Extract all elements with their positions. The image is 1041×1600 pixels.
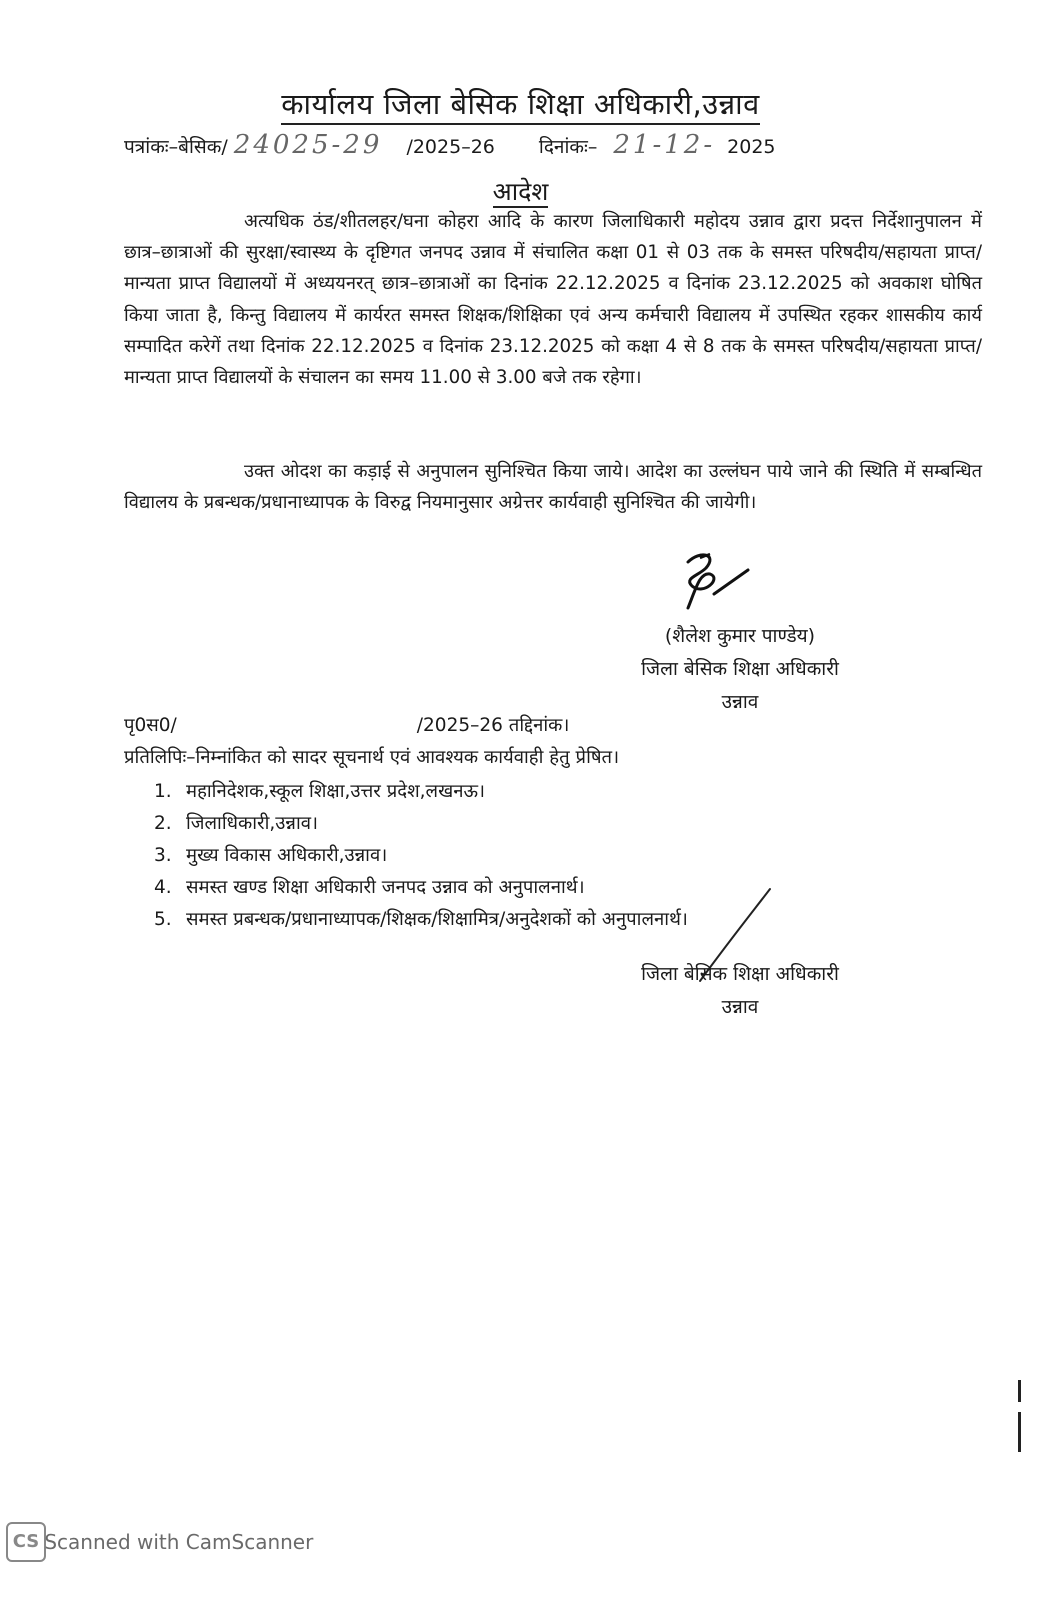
reference-line bbox=[124, 130, 776, 160]
letter-prefix: पत्रांकः–बेसिक/ bbox=[124, 136, 228, 158]
endorsement-prefix: पृ0स0/ bbox=[124, 715, 177, 736]
order-heading: आदेश bbox=[492, 177, 549, 206]
signatory-designation: जिला बेसिक शिक्षा अधिकारी bbox=[641, 658, 839, 680]
signatory-place: उन्नाव bbox=[721, 691, 759, 713]
list-item: 2. जिलाधिकारी,उन्नाव। bbox=[154, 813, 319, 834]
recipient-list bbox=[154, 776, 688, 936]
letter-number-handwritten: 24025-29 bbox=[233, 130, 383, 160]
list-item: 5. समस्त प्रबन्धक/प्रधानाध्यापक/शिक्षक/शिक्षामित्र/अनुदेशकों को अनुपालनार्थ। bbox=[154, 909, 688, 930]
endorsement-suffix: /2025–26 तद्दिनांक। bbox=[416, 715, 570, 736]
scan-edge-mark bbox=[1018, 1380, 1021, 1402]
scan-edge-mark bbox=[1018, 1412, 1021, 1452]
date-handwritten: 21-12- bbox=[613, 130, 716, 160]
handwritten-signature bbox=[670, 548, 760, 620]
scanner-watermark: Scanned with CamScanner bbox=[44, 1530, 314, 1554]
office-title: कार्यालय जिला बेसिक शिक्षा अधिकारी,उन्नाव bbox=[0, 84, 1041, 123]
signatory-place-2: उन्नाव bbox=[721, 996, 759, 1018]
signatory-designation-2: जिला बेसिक शिक्षा अधिकारी bbox=[641, 963, 839, 985]
camscanner-logo-icon: CS bbox=[6, 1522, 46, 1562]
list-item: 3. मुख्य विकास अधिकारी,उन्नाव। bbox=[154, 845, 388, 866]
session: /2025–26 bbox=[406, 136, 495, 158]
date-label: दिनांकः– bbox=[538, 136, 598, 158]
order-paragraph-2: उक्त ओदश का कड़ाई से अनुपालन सुनिश्चित किया जाये। आदेश का उल्लंघन पाये जाने की स्थिति में सम्बन्धित विद्यालय के प्रबन्धक/प्रधानाध्यापक के विरुद्व नियमानुसार अग्रेत्तर कार्यवाही सुनिश्चित की जायेगी। bbox=[124, 461, 982, 514]
endorsement-line bbox=[124, 712, 569, 737]
list-item: 1. महानिदेशक,स्कूल शिक्षा,उत्तर प्रदेश,लखनऊ। bbox=[154, 781, 486, 802]
list-item: 4. समस्त खण्ड शिक्षा अधिकारी जनपद उन्नाव को अनुपालनार्थ। bbox=[154, 877, 585, 898]
copy-heading: प्रतिलिपिः–निम्नांकित को सादर सूचनार्थ एवं आवश्यक कार्यवाही हेतु प्रेषित। bbox=[124, 747, 620, 768]
signature-block bbox=[560, 620, 920, 719]
signature-block-2 bbox=[560, 958, 920, 1024]
signatory-name: (शैलेश कुमार पाण्डेय) bbox=[664, 625, 816, 647]
order-paragraph-1: अत्यधिक ठंड/शीतलहर/घना कोहरा आदि के कारण जिलाधिकारी महोदय उन्नाव द्वारा प्रदत्त निर्देशानुपालन में छात्र–छात्राओं की सुरक्षा/स्वास्थ्य के दृष्टिगत जनपद उन्नाव में संचालित कक्षा 01 से 03 तक के समस्त परिषदीय/सहायता प्राप्त/ मान्यता प्राप्त विद्यालयों में अध्ययनरत् छात्र–छात्राओं का दिनांक 22.12.2025 व दिनांक 23.12.2025 को अवकाश घोषित किया जाता है, किन्तु विद्यालय में कार्यरत समस्त शिक्षक/शिक्षिका एवं अन्य कर्मचारी विद्यालय में उपस्थित रहकर शासकीय कार्य सम्पादित करेगें तथा दिनांक 22.12.2025 व दिनांक 23.12.2025 को कक्षा 4 से 8 तक के समस्त परिषदीय/सहायता प्राप्त/मान्यता प्राप्त विद्यालयों के संचालन का समय 11.00 से 3.00 बजे तक रहेगा। bbox=[124, 211, 982, 389]
camscanner-footer bbox=[6, 1522, 313, 1562]
date-year: 2025 bbox=[727, 136, 776, 158]
